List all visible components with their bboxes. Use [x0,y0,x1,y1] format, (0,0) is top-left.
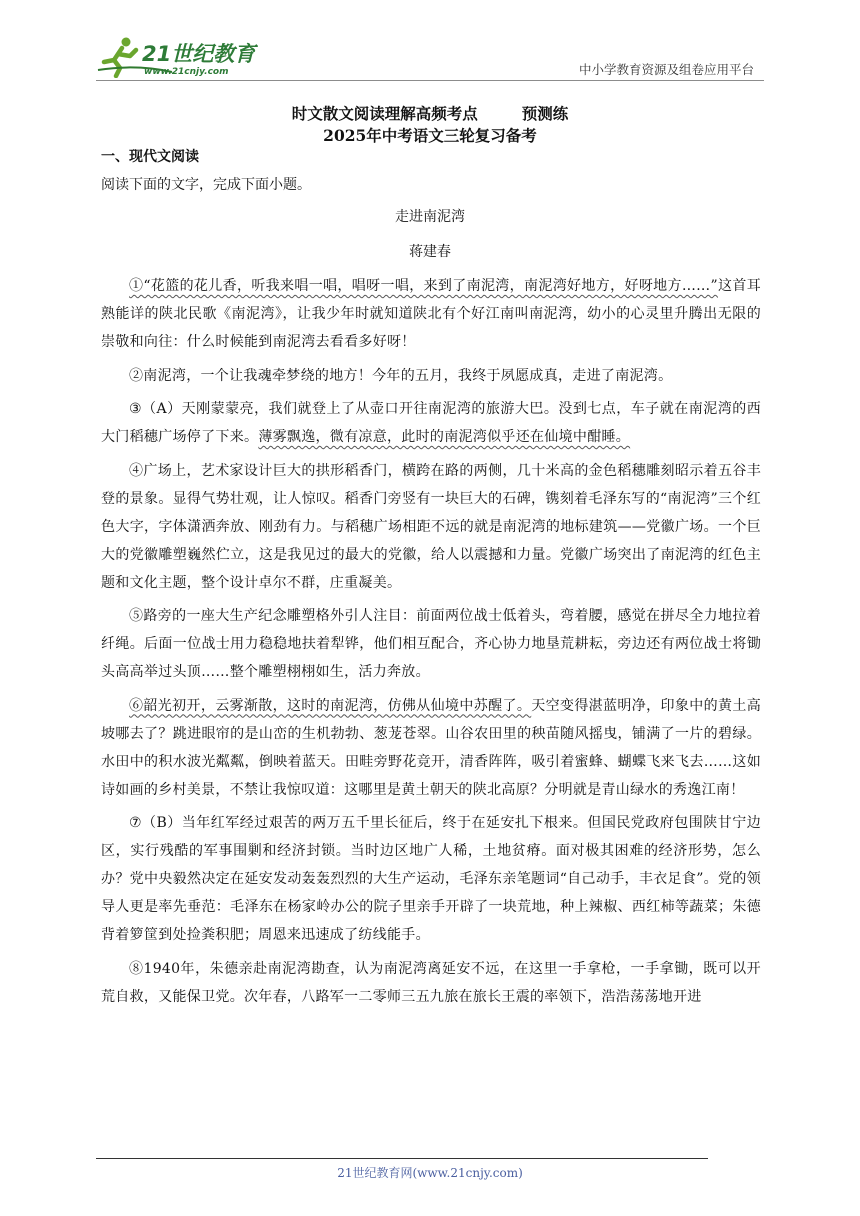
title-suffix: 预测练 [521,104,569,123]
paragraph-8: ⑧1940年，朱德亲赴南泥湾勘查，认为南泥湾离延安不远，在这里一手拿枪，一手拿锄，既可以开荒自救，又能保卫党。次年春，八路军一二零师三五九旅在旅长王震的率领下，浩浩荡荡地开进 [101,960,761,1005]
logo-url: www.21cnjy.com [144,67,229,77]
article-body [101,272,761,1016]
paragraph-7: ⑦（B）当年红军经过艰苦的两万五千里长征后，终于在延安扎下根来。但国民党政府包围陕甘宁边区，实行残酷的军事围剿和经济封锁。当时边区地广人稀，土地贫瘠。面对极其困难的经济形势，怎么办？党中央毅然决定在延安发动轰轰烈烈的大生产运动，毛泽东亲笔题词“自己动手，丰衣足食”。党的领导人更是率先垂范：毛泽东在杨家岭办公的院子里亲手开辟了一块荒地，种上辣椒、西红柿等蔬菜；朱德背着箩筐到处捡粪积肥；周恩来迅速成了纺线能手。 [101,815,761,943]
footer-text: 21世纪教育网(www.21cnjy.com) [337,1166,523,1180]
footer-divider [96,1158,708,1159]
site-logo [96,34,258,78]
title-main: 时文散文阅读理解高频考点 [291,104,478,123]
platform-name: 中小学教育资源及组卷应用平台 [578,62,754,77]
logo-text: 21世纪教育 [142,42,256,66]
underlined-text: ⑥韶光初开，云雾渐散，这时的南泥湾，仿佛从仙境中苏醒了。 [129,697,532,714]
paragraph-5: ⑤路旁的一座大生产纪念雕塑格外引人注目：前面两位战士低着头，弯着腰，感觉在拼尽全力地拉着纤绳。后面一位战士用力稳稳地扶着犁铧，他们相互配合，齐心协力地垦荒耕耘，旁边还有两位战士将锄头高高举过头顶……整个雕塑栩栩如生，活力奔放。 [101,608,761,680]
paragraph-2: ②南泥湾，一个让我魂牵梦绕的地方！今年的五月，我终于夙愿成真，走进了南泥湾。 [129,367,673,384]
article-title: 走进南泥湾 [395,209,465,225]
paragraph-3: ③（A）天刚蒙蒙亮，我们就登上了从壶口开往南泥湾的旅游大巴。没到七点，车子就在南泥湾的西大门稻穗广场停了下来。薄雾飘逸，微有凉意，此时的南泥湾似乎还在仙境中酣睡。 [101,401,761,445]
paragraph-6: ⑥韶光初开，云雾渐散，这时的南泥湾，仿佛从仙境中苏醒了。天空变得湛蓝明净，印象中的黄土高坡哪去了？跳进眼帘的是山峦的生机勃勃、葱茏苍翠。山谷农田里的秧苗随风摇曳，铺满了一片的碧绿。水田中的积水波光粼粼，倒映着蓝天。田畦旁野花竞开，清香阵阵，吸引着蜜蜂、蝴蝶飞来飞去……这如诗如画的乡村美景，不禁让我惊叹道：这哪里是黄土朝天的陕北高原？分明就是青山绿水的秀逸江南！ [101,697,761,798]
article-author: 蒋建春 [409,244,451,260]
page-subtitle: 2025年中考语文三轮复习备考 [323,126,537,145]
underlined-text: 薄雾飘逸，微有凉意，此时的南泥湾似乎还在仙境中酣睡。 [258,429,631,445]
page-title [0,102,860,124]
paragraph-4: ④广场上，艺术家设计巨大的拱形稻香门，横跨在路的两侧，几十米高的金色稻穗雕刻昭示着五谷丰登的景象。显得气势壮观，让人惊叹。稻香门旁竖有一块巨大的石碑，镌刻着毛泽东写的“南泥湾”三个红色大字，字体潇洒奔放、刚劲有力。与稻穗广场相距不远的就是南泥湾的地标建筑——党徽广场。一个巨大的党徽雕塑巍然伫立，这是我见过的最大的党徽，给人以震撼和力量。党徽广场突出了南泥湾的红色主题和文化主题，整个设计卓尔不群，庄重凝美。 [101,462,761,591]
underlined-text: ①“花篮的花儿香，听我来唱一唱，唱呀一唱，来到了南泥湾，南泥湾好地方，好呀地方……” [129,278,718,294]
instruction: 阅读下面的文字，完成下面小题。 [101,177,311,193]
paragraph-1: ①“花篮的花儿香，听我来唱一唱，唱呀一唱，来到了南泥湾，南泥湾好地方，好呀地方……”这首耳熟能详的陕北民歌《南泥湾》，让我少年时就知道陕北有个好江南叫南泥湾，幼小的心灵里升腾出无限的崇敬和向往：什么时候能到南泥湾去看看多好呀！ [101,278,761,350]
header-divider [96,80,764,81]
section-heading: 一、现代文阅读 [101,149,199,165]
